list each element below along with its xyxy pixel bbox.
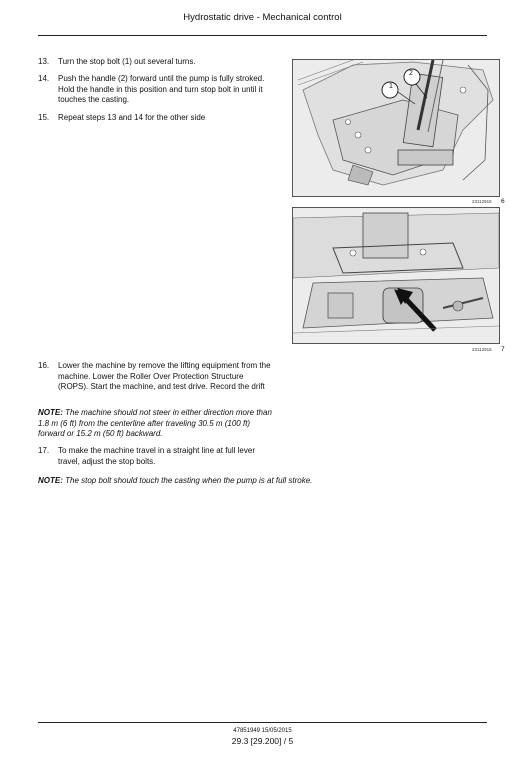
callout-1: 1 — [389, 83, 393, 90]
step-text: Lower the machine by remove the lifting equipment from the machine. Lower the Roller Over Protection Structure (ROPS). Start the machine, and test drive. Record the drift — [58, 361, 271, 391]
footer-document-code: 47851949 15/05/2015 — [233, 728, 292, 734]
header-divider — [38, 35, 487, 36]
note-text: The stop bolt should touch the casting when the pump is at full stroke. — [62, 476, 313, 485]
figure-7-image — [292, 207, 500, 344]
page-title: Hydrostatic drive - Mechanical control — [183, 12, 342, 23]
note-text: The machine should not steer in either direction more than 1.8 m (6 ft) from the centerline after traveling 30.5 m (100 ft) forward or 15.2 m (50 ft) backward. — [38, 408, 272, 438]
step-16 — [38, 361, 273, 393]
footer-page-number: 29.3 [29.200] / 5 — [231, 736, 294, 746]
step-text: Turn the stop bolt (1) out several turns. — [58, 57, 196, 66]
step-13 — [38, 57, 273, 68]
figure-6-image — [292, 59, 500, 197]
step-number: 16. — [38, 361, 50, 370]
figure-6-number: 6 — [501, 198, 505, 205]
figure-7-number: 7 — [501, 346, 505, 353]
step-number: 15. — [38, 113, 50, 122]
step-17 — [38, 446, 273, 467]
note-stop-bolt — [38, 476, 378, 487]
figure-6-code: 23112915 — [472, 199, 492, 204]
note-drift-tolerance — [38, 408, 273, 440]
page-header — [38, 12, 487, 38]
note-label: NOTE: — [38, 408, 63, 417]
step-text: To make the machine travel in a straight line at full lever travel, adjust the stop bolts. — [58, 446, 255, 466]
step-number: 13. — [38, 57, 50, 66]
figure-7-code: 23112916 — [472, 347, 492, 352]
step-15 — [38, 113, 273, 124]
step-number: 17. — [38, 446, 50, 455]
step-number: 14. — [38, 74, 50, 83]
note-label: NOTE: — [38, 476, 63, 485]
step-text: Push the handle (2) forward until the pump is fully stroked. Hold the handle in this position and turn stop bolt in until it touches the casting. — [58, 74, 265, 104]
step-text: Repeat steps 13 and 14 for the other side — [58, 113, 206, 122]
callout-2: 2 — [409, 70, 413, 77]
footer-divider — [38, 722, 487, 723]
step-14 — [38, 74, 273, 106]
